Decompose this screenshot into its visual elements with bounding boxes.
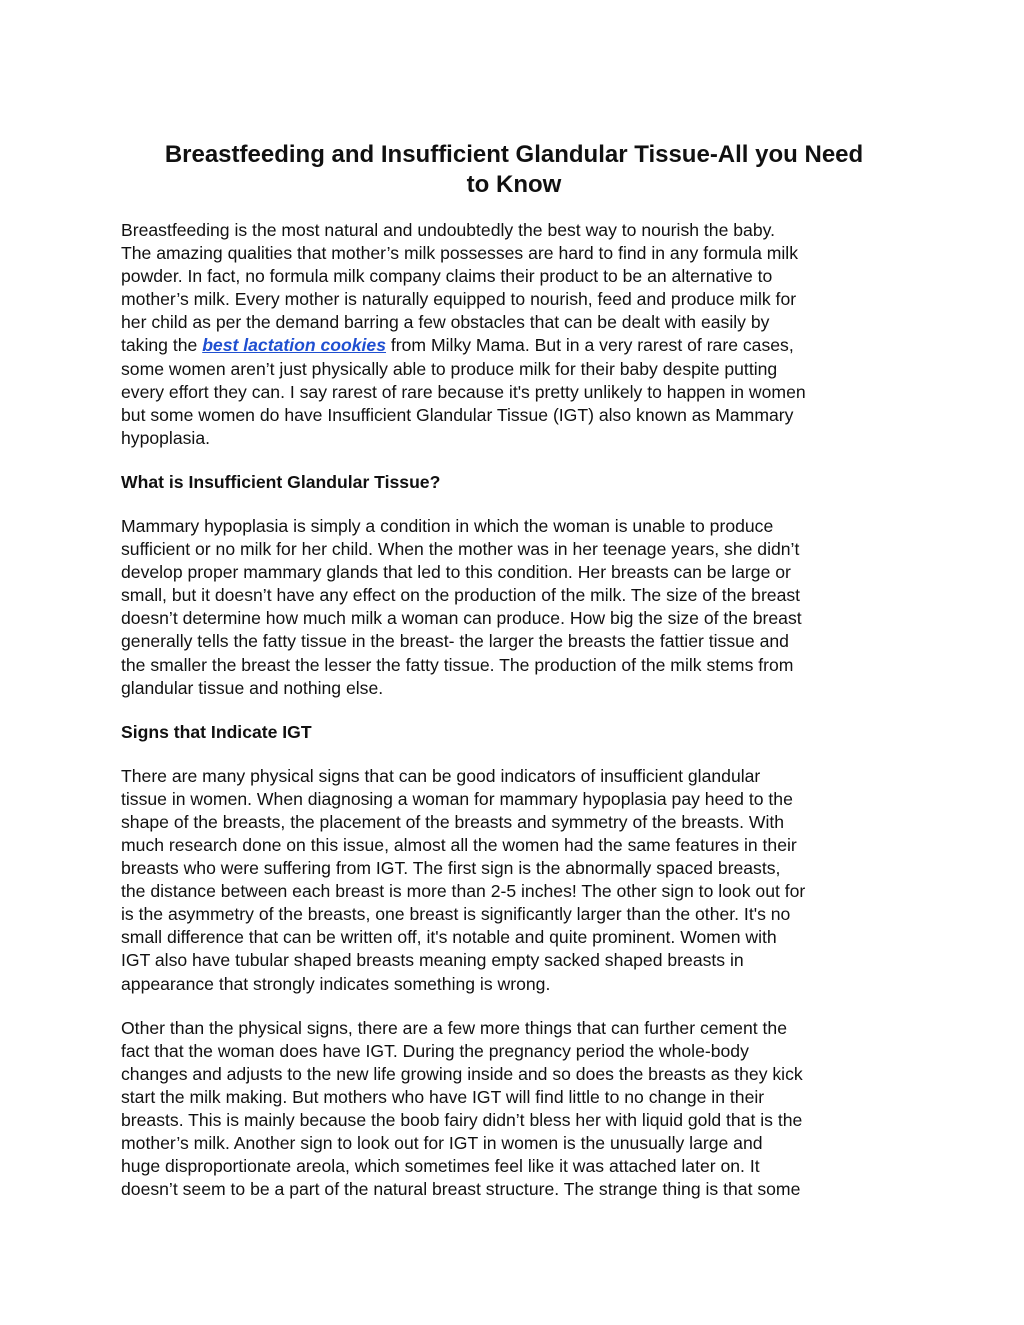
- text-line: fact that the woman does have IGT. During the pregnancy period the whole-body: [121, 1040, 749, 1061]
- text-line: much research done on this issue, almost all the women had the same features in their: [121, 834, 797, 855]
- text-line: changes and adjusts to the new life growing inside and so does the breasts as they kick: [121, 1063, 803, 1084]
- text-line: sufficient or no milk for her child. When the mother was in her teenage years, she didn’t: [121, 539, 800, 560]
- text-line: glandular tissue and nothing else.: [121, 677, 384, 698]
- text-line: doesn’t seem to be a part of the natural breast structure. The strange thing is that some: [121, 1179, 801, 1200]
- text-line: breasts who were suffering from IGT. The first sign is the abnormally spaced breasts,: [121, 858, 781, 879]
- title-line: to Know: [466, 171, 562, 198]
- text-line: her child as per the demand barring a few obstacles that can be dealt with easily by: [121, 312, 770, 333]
- text-line: some women aren’t just physically able to produce milk for their baby despite putting: [121, 358, 778, 379]
- text-line: breasts. This is mainly because the boob fairy didn’t bless her with liquid gold that is the: [121, 1110, 803, 1130]
- text-line: Breastfeeding is the most natural and undoubtedly the best way to nourish the baby.: [121, 220, 775, 240]
- section-heading-what-is-igt: What is Insufficient Glandular Tissue?: [121, 471, 441, 492]
- link-suffix: from Milky Mama. But in a very rarest of rare cases,: [386, 335, 794, 356]
- text-line: develop proper mammary glands that led to this condition. Her breasts can be large or: [121, 562, 791, 583]
- lactation-cookies-link[interactable]: best lactation cookies: [202, 335, 387, 356]
- text-line: is the asymmetry of the breasts, one breast is significantly larger than the other. It's no: [121, 904, 791, 925]
- section2-paragraph-1: [121, 765, 907, 996]
- document-page: [121, 140, 907, 1222]
- title-line: Breastfeeding and Insufficient Glandular Tissue-All you Need: [164, 141, 864, 168]
- text-line: huge disproportionate areola, which sometimes feel like it was attached later on. It: [121, 1156, 760, 1177]
- text-line: The amazing qualities that mother’s milk possesses are hard to find in any formula milk: [121, 243, 799, 264]
- text-line: but some women do have Insufficient Glandular Tissue (IGT) also known as Mammary: [121, 404, 794, 425]
- section1-paragraph: [121, 515, 907, 700]
- text-line: mother’s milk. Another sign to look out for IGT in women is the unusually large and: [121, 1133, 763, 1154]
- text-line: the distance between each breast is more than 2-5 inches! The other sign to look out for: [121, 881, 806, 902]
- text-line: appearance that strongly indicates something is wrong.: [121, 973, 551, 994]
- section-heading-signs-igt: Signs that Indicate IGT: [121, 721, 312, 742]
- text-line: every effort they can. I say rarest of rare because it's pretty unlikely to happen in women: [121, 381, 806, 402]
- text-line: powder. In fact, no formula milk company claims their product to be an alternative to: [121, 266, 773, 287]
- text-line: Mammary hypoplasia is simply a condition in which the woman is unable to produce: [121, 515, 774, 536]
- text-line: small difference that can be written off, it's notable and quite prominent. Women with: [121, 927, 777, 948]
- intro-paragraph: [121, 219, 907, 450]
- text-line: IGT also have tubular shaped breasts meaning empty sacked shaped breasts in: [121, 950, 744, 971]
- link-prefix: taking the: [121, 335, 203, 356]
- text-line-with-link: [121, 334, 907, 357]
- text-line: Other than the physical signs, there are a few more things that can further cement the: [121, 1017, 787, 1038]
- text-line: the smaller the breast the lesser the fatty tissue. The production of the milk stems from: [121, 654, 794, 675]
- text-line: doesn’t determine how much milk a woman can produce. How big the size of the breast: [121, 608, 802, 629]
- text-line: There are many physical signs that can be good indicators of insufficient glandular: [121, 765, 761, 786]
- text-line: shape of the breasts, the placement of the breasts and symmetry of the breasts. With: [121, 811, 785, 832]
- section2-paragraph-2: [121, 1017, 907, 1202]
- text-line: mother’s milk. Every mother is naturally equipped to nourish, feed and produce milk for: [121, 289, 797, 310]
- text-line: tissue in women. When diagnosing a woman for mammary hypoplasia pay heed to the: [121, 788, 793, 809]
- text-line: generally tells the fatty tissue in the breast- the larger the breasts the fattier tissue and: [121, 631, 789, 652]
- text-line: start the milk making. But mothers who have IGT will find little to no change in their: [121, 1086, 765, 1107]
- text-line: small, but it doesn’t have any effect on the production of the milk. The size of the breast: [121, 585, 801, 606]
- text-line: hypoplasia.: [121, 427, 211, 448]
- document-title: [121, 140, 907, 200]
